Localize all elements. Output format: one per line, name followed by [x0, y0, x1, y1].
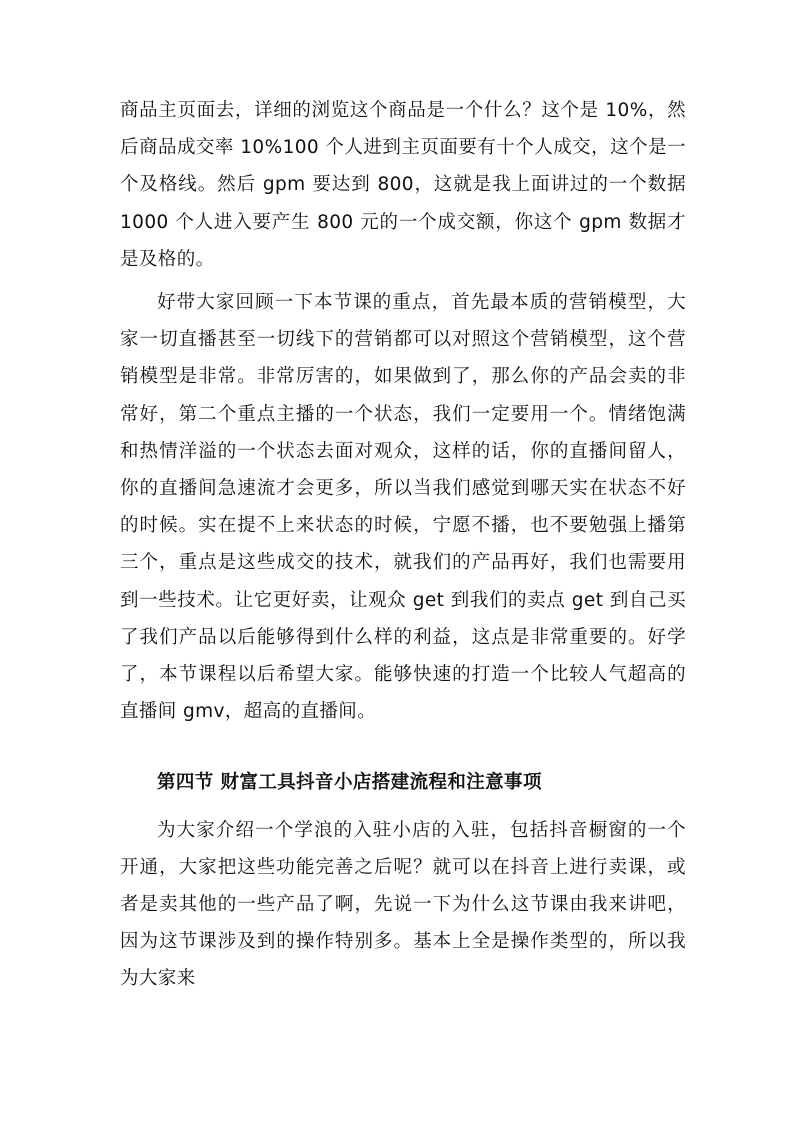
- section-paragraph: 为大家介绍一个学浪的入驻小店的入驻，包括抖音橱窗的一个开通，大家把这些功能完善之后呢？就可以在抖音上进行卖课，或者是卖其他的一些产品了啊，先说一下为什么这节课由我来讲吧，因为这节课涉及到的操作特别多。基本上全是操作类型的，所以我为大家来: [120, 819, 686, 990]
- document-page: [120, 92, 686, 998]
- body-paragraph-2: 好带大家回顾一下本节课的重点，首先最本质的营销模型，大家一切直播甚至一切线下的营销都可以对照这个营销模型，这个营销模型是非常。非常厉害的，如果做到了，那么你的产品会卖的非常好，第二个重点主播的一个状态，我们一定要用一个。情绪饱满和热情洋溢的一个状态去面对观众，这样的话，你的直播间留人，你的直播间急速流才会更多，所以当我们感觉到哪天实在状态不好的时候。实在提不上来状态的时候，宁愿不播，也不要勉强上播第三个，重点是这些成交的技术，就我们的产品再好，我们也需要用到一些技术。让它更好卖，让观众 get 到我们的卖点 get 到自己买了我们产品以后能够得到什么样的利益，这点是非常重要的。好学了，本节课程以后希望大家。能够快速的打造一个比较人气超高的直播间 gmv，超高的直播间。: [120, 292, 686, 723]
- section-heading: 第四节 财富工具抖音小店搭建流程和注意事项: [157, 772, 542, 794]
- body-paragraph-1: 商品主页面去，详细的浏览这个商品是一个什么？这个是 10%，然后商品成交率 10%100 个人进到主页面要有十个人成交，这个是一个及格线。然后 gpm 要达到 800，这就是我上面讲过的一个数据 1000 个人进入要产生 800 元的一个成交额，你这个 gpm 数据才是及格的。: [120, 100, 686, 270]
